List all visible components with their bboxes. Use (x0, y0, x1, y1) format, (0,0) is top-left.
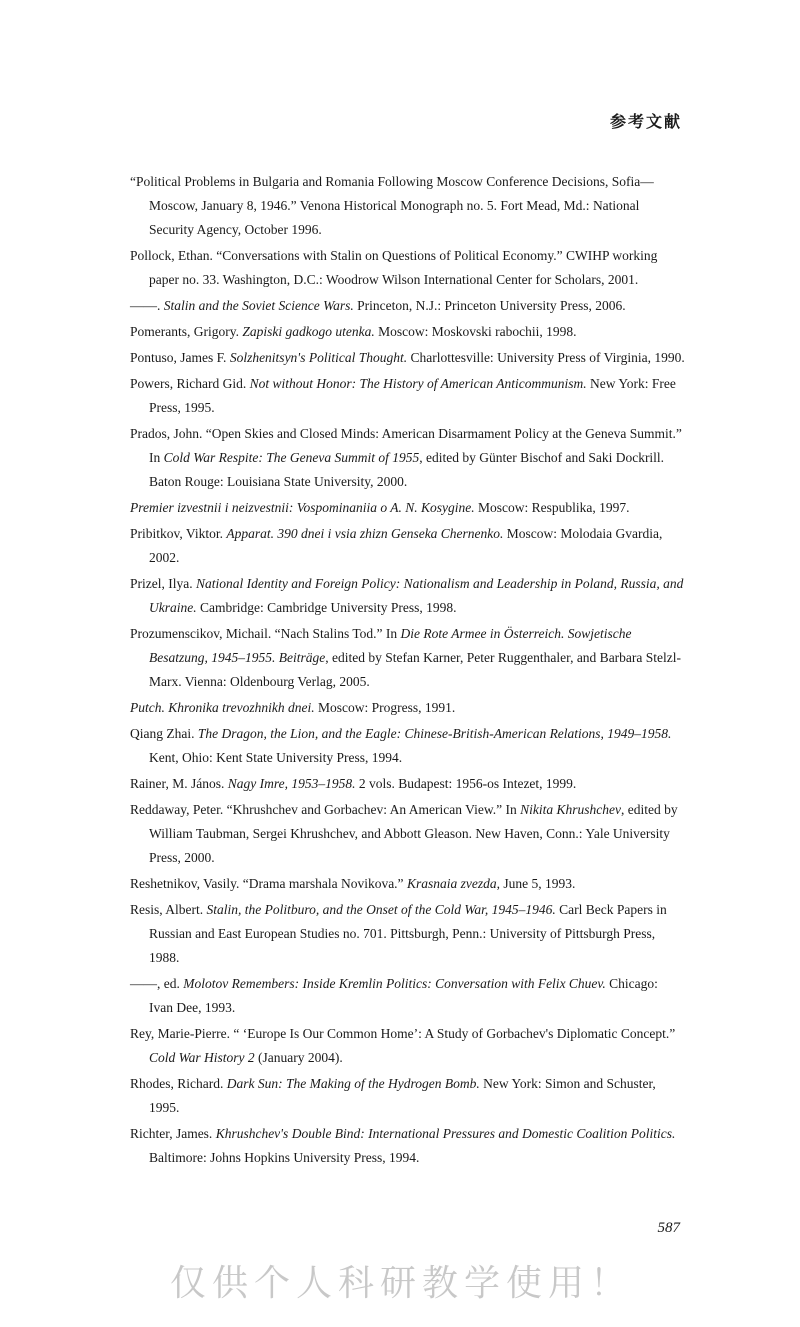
entry-text: Richter, James. (130, 1126, 216, 1141)
entry-publication: , edited by Günter Bischof and Saki Dockrill. Baton Rouge: Louisiana State University, 2000. (149, 450, 665, 489)
entry-publication: Kent, Ohio: Kent State University Press, 1994. (149, 750, 403, 765)
entry-title-italic: Putch. Khronika trevozhnikh dnei. (130, 700, 315, 715)
reference-entry (130, 522, 685, 570)
reference-entry (130, 972, 685, 1020)
entry-publication: 2 vols. Budapest: 1956-os Intezet, 1999. (355, 776, 577, 791)
entry-title-italic: Nikita Khrushchev (520, 802, 621, 817)
entry-publication: Cambridge: Cambridge University Press, 1998. (196, 600, 457, 615)
reference-entry (130, 346, 685, 370)
page-number: 587 (657, 1220, 680, 1236)
reference-entry (130, 622, 685, 694)
entry-title-italic: Premier izvestnii i neizvestnii: Vospominaniia o A. N. Kosygine. (130, 500, 475, 515)
reference-entry (130, 696, 685, 720)
entry-title-italic: Krasnaia zvezda (406, 876, 497, 891)
entry-text: Pollock, Ethan. “Conversations with Stalin on Questions of Political Economy.” CWIHP working paper no. 33. Washington, D.C.: Woodrow Wilson International Center for Scholars, 2001. (130, 248, 658, 287)
entry-publication: Moscow: Progress, 1991. (314, 700, 456, 715)
reference-entry (130, 798, 685, 870)
entry-text: Prados, John. “Open Skies and Closed Minds: American Disarmament Policy at the Geneva Summit.” In (130, 426, 682, 465)
reference-entry (130, 496, 685, 520)
entry-title-italic: Khrushchev's Double Bind: International Pressures and Domestic Coalition Politics. (215, 1126, 676, 1141)
entry-publication: , edited by William Taubman, Sergei Khrushchev, and Abbott Gleason. New Haven, Conn.: Yale University Press, 2000. (149, 802, 678, 865)
reference-entry (130, 722, 685, 770)
entry-title-italic: Molotov Remembers: Inside Kremlin Politics: Conversation with Felix Chuev. (183, 976, 606, 991)
entry-publication: Charlottesville: University Press of Virginia, 1990. (407, 350, 685, 365)
reference-entry (130, 320, 685, 344)
entry-title-italic: National Identity and Foreign Policy: Nationalism and Leadership in Poland, Russia, and Ukraine. (149, 576, 684, 615)
entry-title-italic: Nagy Imre, 1953–1958. (227, 776, 356, 791)
entry-title-italic: Zapiski gadkogo utenka. (242, 324, 375, 339)
entry-text: Reddaway, Peter. “Khrushchev and Gorbachev: An American View.” In (130, 802, 521, 817)
entry-publication: , June 5, 1993. (496, 876, 576, 891)
reference-entry (130, 422, 685, 494)
entry-text: ——, ed. (130, 976, 184, 991)
entry-text: Rey, Marie-Pierre. “ ‘Europe Is Our Common Home’: A Study of Gorbachev's Diplomatic Concept.” (130, 1026, 676, 1041)
entry-title-italic: Cold War Respite: The Geneva Summit of 1955 (163, 450, 420, 465)
watermark-text: 仅供个人科研教学使用！ (170, 1263, 633, 1304)
reference-entry (130, 898, 685, 970)
entry-text: Qiang Zhai. (130, 726, 198, 741)
running-header: 参考文献 (609, 112, 682, 131)
entry-title-italic: Dark Sun: The Making of the Hydrogen Bomb. (226, 1076, 480, 1091)
entry-publication: New York: Free Press, 1995. (149, 376, 676, 415)
entry-publication: Baltimore: Johns Hopkins University Press, 1994. (149, 1150, 420, 1165)
entry-text: Rainer, M. János. (130, 776, 228, 791)
reference-list (130, 170, 685, 1172)
entry-publication: , edited by Stefan Karner, Peter Ruggenthaler, and Barbara Stelzl-Marx. Vienna: Oldenbourg Verlag, 2005. (149, 650, 682, 689)
reference-entry (130, 372, 685, 420)
reference-entry (130, 1072, 685, 1120)
entry-publication: Chicago: Ivan Dee, 1993. (149, 976, 658, 1015)
reference-entry (130, 170, 685, 242)
reference-entry (130, 772, 685, 796)
entry-text: ——. (130, 298, 164, 313)
entry-publication: (January 2004). (254, 1050, 343, 1065)
entry-title-italic: Stalin and the Soviet Science Wars. (163, 298, 354, 313)
entry-text: Reshetnikov, Vasily. “Drama marshala Novikova.” (130, 876, 407, 891)
entry-title-italic: Die Rote Armee in Österreich. Sowjetische Besatzung, 1945–1955. Beiträge (149, 626, 632, 665)
reference-entry (130, 1022, 685, 1070)
entry-publication: Moscow: Molodaia Gvardia, 2002. (149, 526, 663, 565)
entry-title-italic: Stalin, the Politburo, and the Onset of the Cold War, 1945–1946. (206, 902, 556, 917)
reference-entry (130, 244, 685, 292)
entry-text: Prozumenscikov, Michail. “Nach Stalins Tod.” In (130, 626, 401, 641)
entry-publication: Princeton, N.J.: Princeton University Press, 2006. (353, 298, 626, 313)
entry-text: “Political Problems in Bulgaria and Romania Following Moscow Conference Decisions, Sofia—Moscow, January 8, 1946.” Venona Historical Monograph no. 5. Fort Mead, Md.: National Security Agency, October 1996. (130, 174, 654, 237)
entry-title-italic: Solzhenitsyn's Political Thought. (229, 350, 408, 365)
reference-entry (130, 872, 685, 896)
entry-title-italic: Not without Honor: The History of American Anticommunism. (249, 376, 587, 391)
entry-title-italic: The Dragon, the Lion, and the Eagle: Chinese-British-American Relations, 1949–1958. (197, 726, 672, 741)
entry-text: Powers, Richard Gid. (130, 376, 250, 391)
entry-text: Resis, Albert. (130, 902, 207, 917)
entry-title-italic: Cold War History 2 (149, 1050, 255, 1065)
reference-entry (130, 572, 685, 620)
entry-text: Pontuso, James F. (130, 350, 230, 365)
entry-text: Pribitkov, Viktor. (130, 526, 227, 541)
entry-text: Pomerants, Grigory. (130, 324, 243, 339)
reference-entry (130, 1122, 685, 1170)
entry-publication: New York: Simon and Schuster, 1995. (149, 1076, 656, 1115)
entry-text: Prizel, Ilya. (130, 576, 196, 591)
entry-title-italic: Apparat. 390 dnei i vsia zhizn Genseka Chernenko. (226, 526, 504, 541)
entry-publication: Carl Beck Papers in Russian and East European Studies no. 701. Pittsburgh, Penn.: University of Pittsburgh Press, 1988. (149, 902, 667, 965)
entry-publication: Moscow: Moskovski rabochii, 1998. (374, 324, 577, 339)
entry-publication: Moscow: Respublika, 1997. (474, 500, 630, 515)
entry-text: Rhodes, Richard. (130, 1076, 227, 1091)
reference-entry (130, 294, 685, 318)
